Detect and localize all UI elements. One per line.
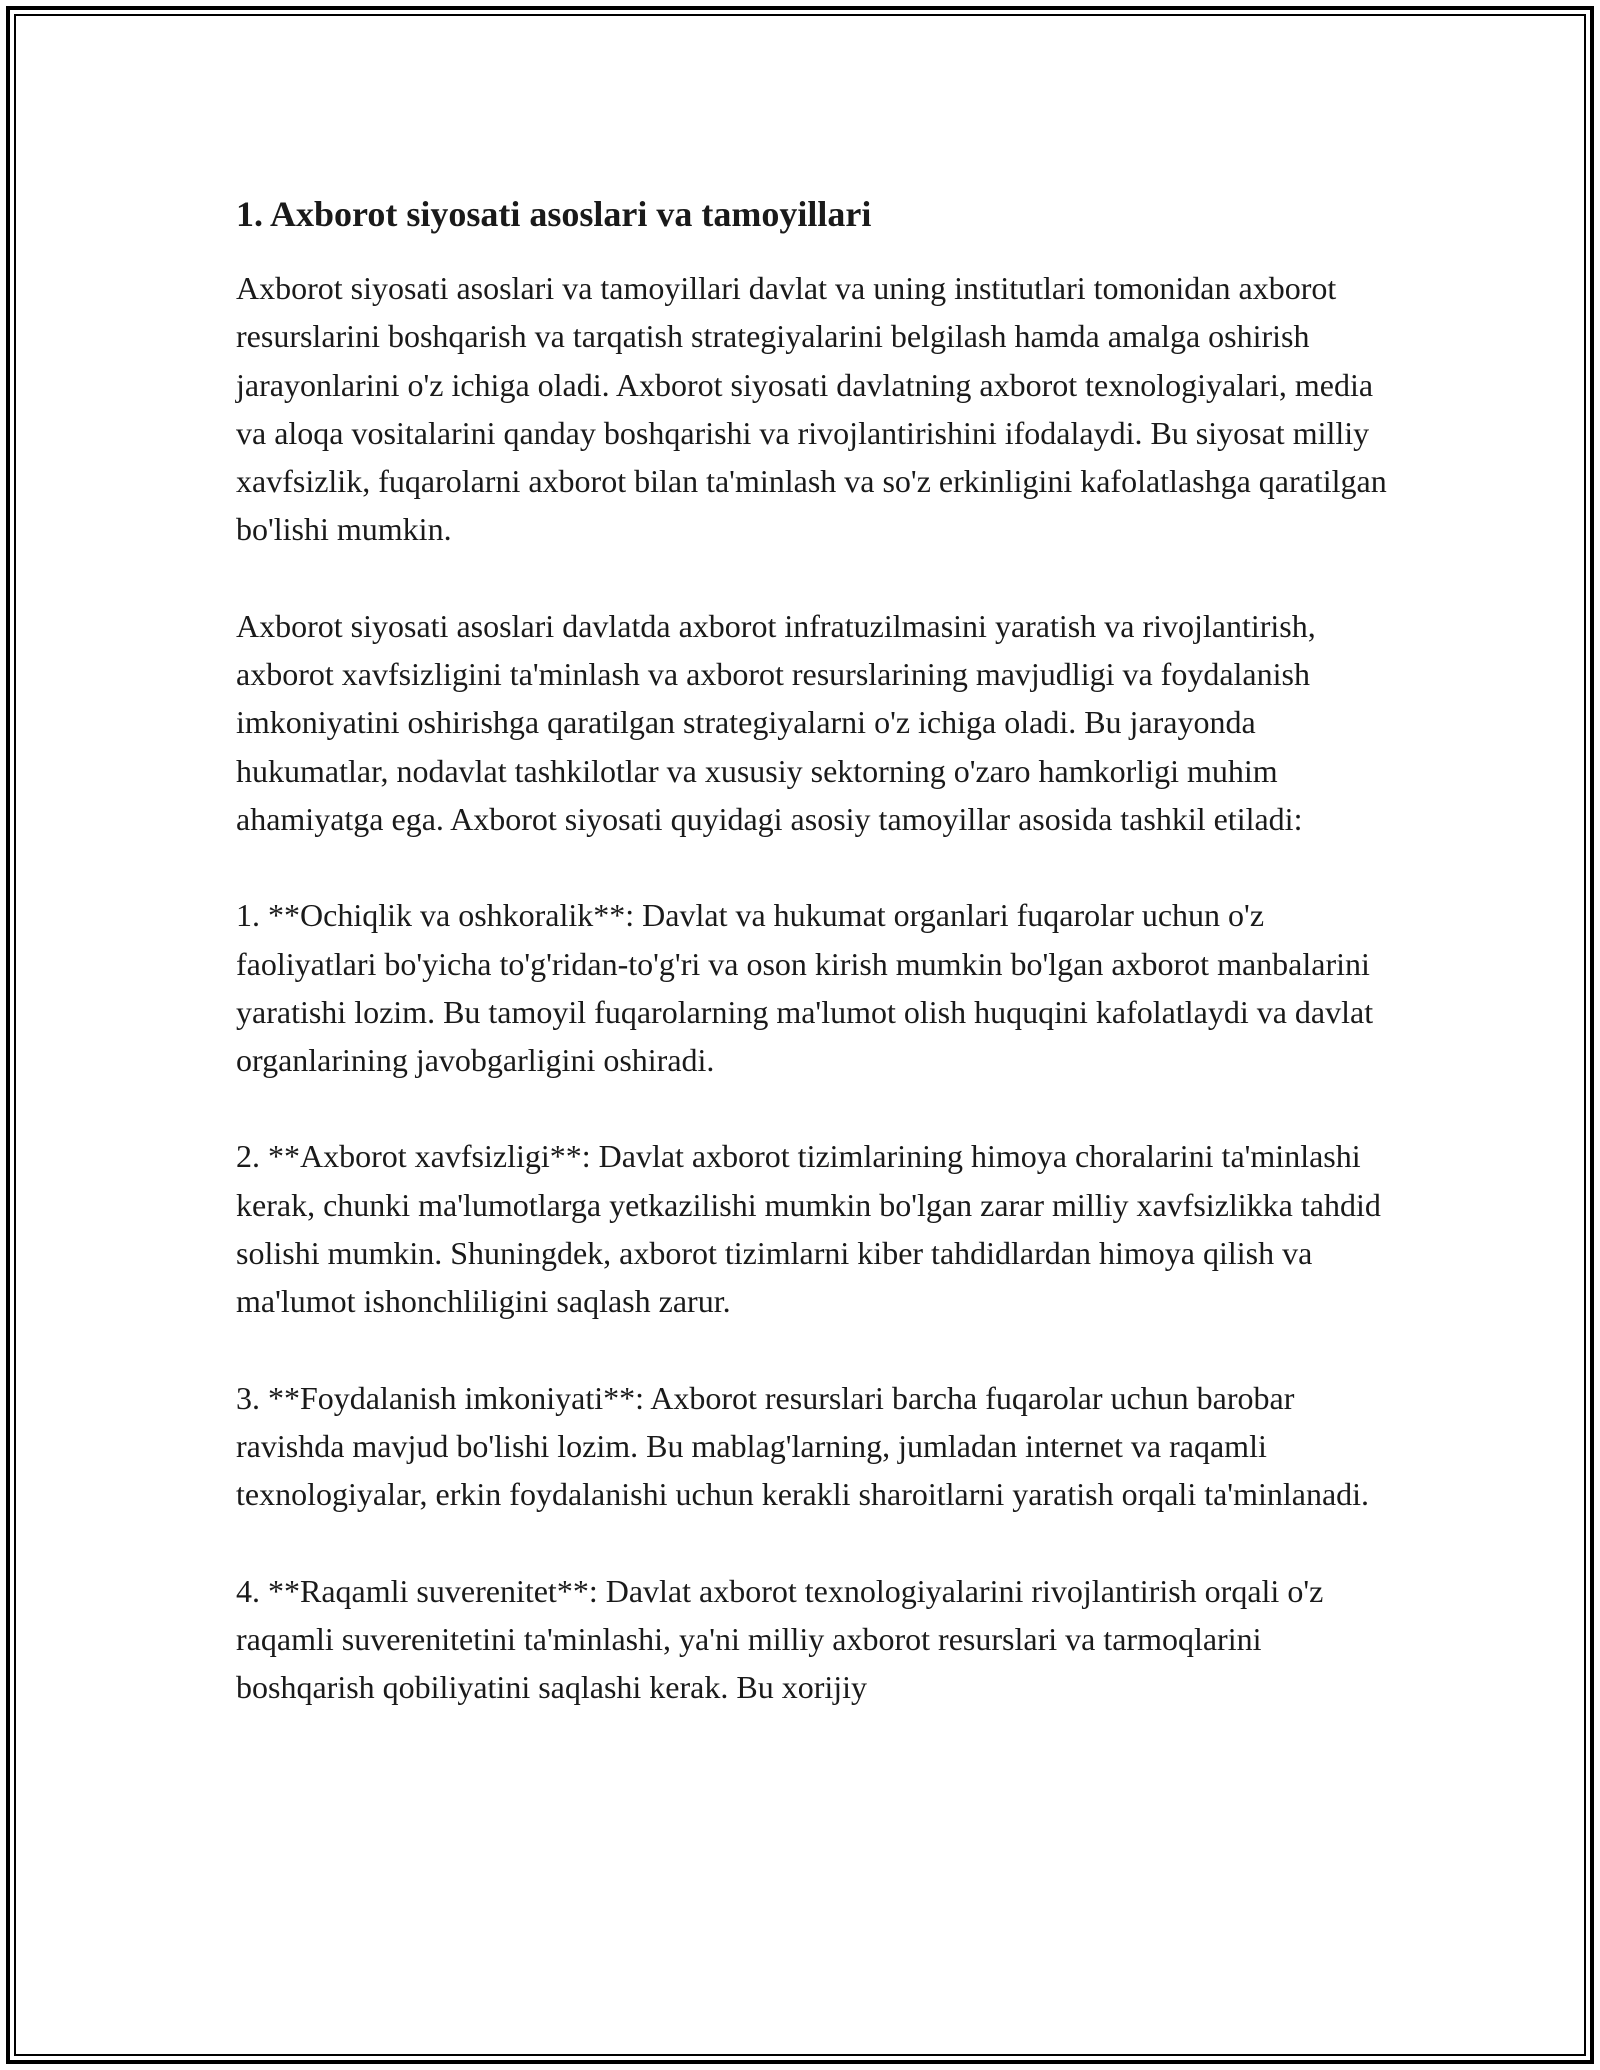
paragraph-principle-access: 3. **Foydalanish imkoniyati**: Axborot resurslari barcha fuqarolar uchun barobar ravishda mavjud bo'lishi lozim. Bu mablag'larning, jumladan internet va raqamli texnologiyalar, erkin foydalanishi uchun kerakli sharoitlarni yaratish orqali ta'minlanadi.: [236, 1379, 1370, 1513]
paragraph-principle-sovereignty: 4. **Raqamli suverenitet**: Davlat axborot texnologiyalarini rivojlantirish orqali o'z raqamli suverenitetini ta'minlashi, ya'ni milliy axborot resurslari va tarmoqlarini boshqarish qobiliyatini saqlashi kerak. Bu xorijiy: [236, 1572, 1324, 1706]
section-heading: 1. Axborot siyosati asoslari va tamoyillari: [236, 194, 872, 234]
paragraph-principle-openness: 1. **Ochiqlik va oshkoralik**: Davlat va hukumat organlari fuqarolar uchun o'z faoliyatlari bo'yicha to'g'ridan-to'g'ri va oson kirish mumkin bo'lgan axborot manbalarini yaratishi lozim. Bu tamoyil fuqarolarning ma'lumot olish huquqini kafolatlaydi va davlat organlarining javobgarligini oshiradi.: [236, 897, 1374, 1079]
paragraph-intro: Axborot siyosati asoslari va tamoyillari davlat va uning institutlari tomonidan axborot resurslarini boshqarish va tarqatish strategiyalarini belgilash hamda amalga oshirish jarayonlarini o'z ichiga oladi. Axborot siyosati davlatning axborot texnologiyalari, media va aloqa vositalarini qanday boshqarishi va rivojlantirishini ifodalaydi. Bu siyosat milliy xavfsizlik, fuqarolarni axborot bilan ta'minlash va so'z erkinligini kafolatlashga qaratilgan bo'lishi mumkin.: [236, 270, 1387, 548]
document-body: [236, 184, 1396, 1711]
paragraph-principle-security: 2. **Axborot xavfsizligi**: Davlat axborot tizimlarining himoya choralarini ta'minlashi kerak, chunki ma'lumotlarga yetkazilishi mumkin bo'lgan zarar milliy xavfsizlikka tahdid solishi mumkin. Shuningdek, axborot tizimlarni kiber tahdidlardan himoya qilish va ma'lumot ishonchliligini saqlash zarur.: [236, 1138, 1381, 1320]
paragraph-foundations: Axborot siyosati asoslari davlatda axborot infratuzilmasini yaratish va rivojlantirish, axborot xavfsizligini ta'minlash va axborot resurslarining mavjudligi va foydalanish imkoniyatini oshirishga qaratilgan strategiyalarni o'z ichiga oladi. Bu jarayonda hukumatlar, nodavlat tashkilotlar va xususiy sektorning o'zaro hamkorligi muhim ahamiyatga ega. Axborot siyosati quyidagi asosiy tamoyillar asosida tashkil etiladi:: [236, 607, 1316, 837]
